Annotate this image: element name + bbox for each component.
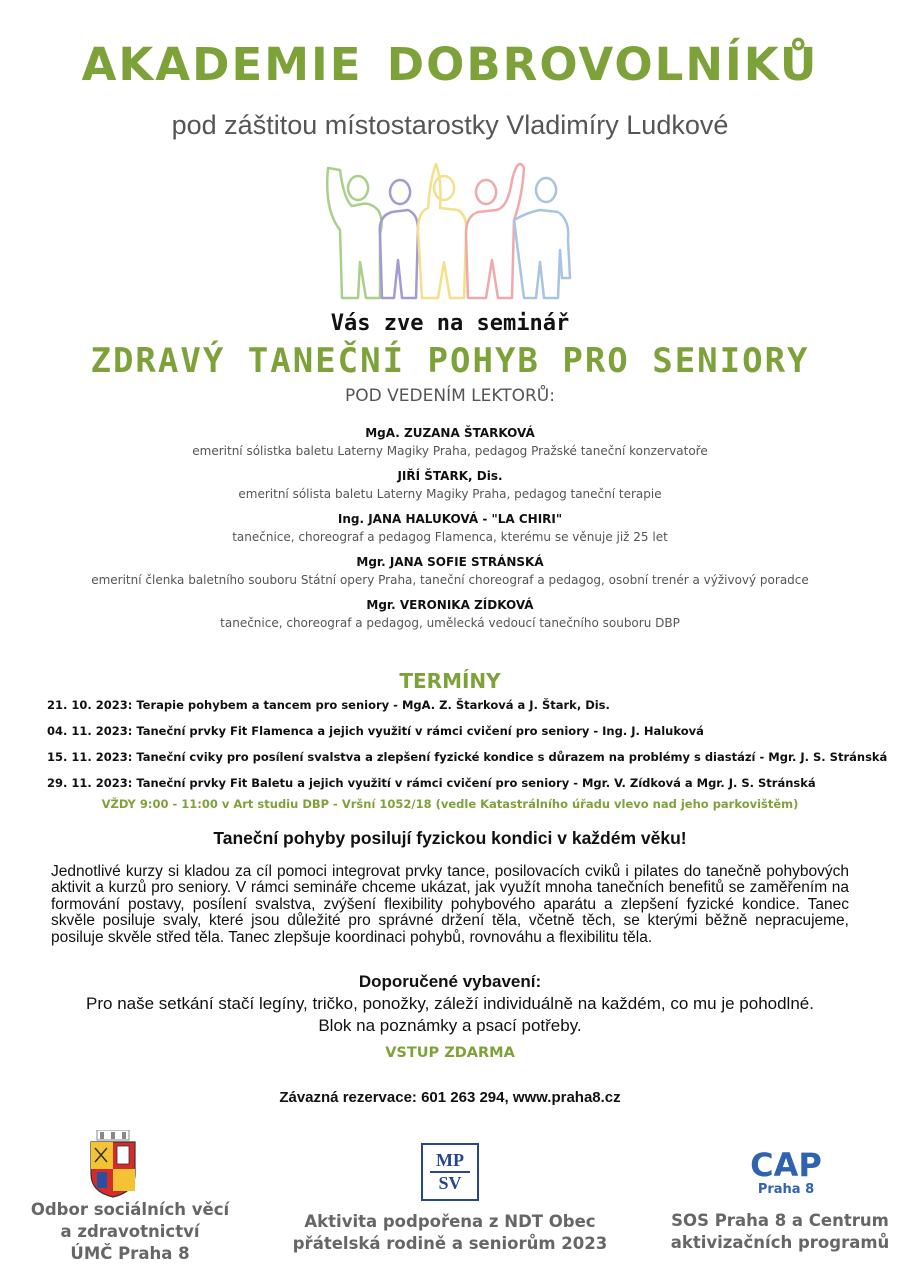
- footer-line: aktivizačních programů: [670, 1233, 890, 1252]
- lecturer-description: tanečnice, choreograf a pedagog, umělecká vedoucí tanečního souboru DBP: [220, 616, 680, 630]
- lecturer-name: Mgr. VERONIKA ZÍDKOVÁ: [366, 598, 534, 612]
- footer-municipal-office: [10, 1199, 250, 1265]
- lecturers-heading: POD VEDENÍM LEKTORŮ:: [345, 386, 555, 406]
- poster-subtitle: pod záštitou místostarostky Vladimíry Ludkové: [171, 110, 729, 140]
- footer-line: Odbor sociálních věcí: [30, 1200, 230, 1219]
- mpsv-logo-bottom: SV: [438, 1173, 462, 1193]
- lecturer-item: [0, 510, 900, 546]
- person-outline-blue: [514, 178, 570, 298]
- lecturer-name: Mgr. JANA SOFIE STRÁNSKÁ: [356, 555, 544, 569]
- person-outline-yellow: [418, 164, 466, 298]
- term-item: 21. 10. 2023: Terapie pohybem a tancem pro seniory - MgA. Z. Štarková a J. Štark, Dis.: [47, 698, 610, 712]
- lecturer-item: [0, 467, 900, 503]
- footer-line: Aktivita podpořena z NDT Obec: [304, 1212, 596, 1231]
- poster-title: akademie dobrovolníků: [81, 22, 819, 96]
- term-item: 29. 11. 2023: Taneční prvky Fit Baletu a jejich využití v rámci cvičení pro seniory - Mgr. V. Zídková a Mgr. J. S. Stránská: [47, 776, 816, 790]
- lecturer-description: tanečnice, choreograf a pedagog Flamenca, kterému se věnuje již 25 let: [232, 530, 668, 544]
- schedule-venue-note: VŽDY 9:00 - 11:00 v Art studiu DBP - Vršní 1052/18 (vedle Katastrálního úřadu vlevo nad jeho parkovištěm): [101, 797, 799, 811]
- footer-line: přátelská rodině a seniorům 2023: [292, 1234, 608, 1253]
- equipment-line: Blok na poznámky a psací potřeby.: [318, 1016, 582, 1035]
- cap-logo-text: CAP: [750, 1146, 822, 1184]
- lecturer-description: emeritní sólista baletu Laterny Magiky Praha, pedagog taneční terapie: [238, 487, 662, 501]
- mpsv-logo-top: MP: [436, 1150, 464, 1170]
- term-item: 04. 11. 2023: Taneční prvky Fit Flamenca a jejich využití v rámci cvičení pro seniory - Ing. J. Haluková: [47, 724, 704, 738]
- equipment-heading: Doporučené vybavení:: [358, 972, 542, 991]
- lecturer-name: Ing. JANA HALUKOVÁ - "LA CHIRI": [337, 512, 563, 526]
- praha8-coat-of-arms-icon: [89, 1130, 137, 1198]
- lecturer-description: emeritní členka baletního souboru Státní opery Praha, taneční choreograf a pedagog, osobní trenér a výživový poradce: [91, 573, 809, 587]
- mpsv-logo-box: [421, 1143, 479, 1201]
- lecturer-item: [0, 596, 900, 632]
- mpsv-logo: [421, 1143, 479, 1201]
- lecturer-item: [0, 553, 900, 589]
- motto-heading: Taneční pohyby posilují fyzickou kondici v každém věku!: [213, 828, 687, 848]
- terms-list: [47, 697, 888, 801]
- raised-hands-people-icon: [318, 150, 586, 306]
- footer-line: ÚMČ Praha 8: [70, 1244, 190, 1263]
- lecturers-list: [0, 424, 900, 639]
- lecturer-description: emeritní sólistka baletu Laterny Magiky Praha, pedagog Pražské taneční konzervatoře: [192, 444, 708, 458]
- invitation-intro: Vás zve na seminář: [330, 311, 570, 336]
- cap-logo: [741, 1148, 831, 1198]
- lecturer-item: [0, 424, 900, 460]
- footer-funding-note: [290, 1211, 610, 1255]
- terms-heading: TERMÍNY: [399, 669, 501, 693]
- reservation-contact: Závazná rezervace: 601 263 294, www.praha8.cz: [279, 1089, 621, 1106]
- footer-line: a zdravotnictví: [60, 1222, 200, 1241]
- person-outline-purple: [380, 180, 418, 298]
- cap-logo-subtext: Praha 8: [757, 1182, 815, 1197]
- person-outline-green: [327, 168, 381, 298]
- term-item: 15. 11. 2023: Taneční cviky pro posílení svalstva a zlepšení fyzické kondice s důrazem na problémy s diastází - Mgr. J. S. Stránská: [47, 750, 888, 764]
- lecturer-name: JIŘÍ ŠTARK, Dis.: [397, 469, 503, 483]
- equipment-line: Pro naše setkání stačí legíny, tričko, ponožky, záleží individuálně na každém, co mu je pohodlné.: [86, 994, 814, 1013]
- footer-partner: [655, 1210, 900, 1254]
- seminar-title: ZDRAVÝ TANEČNÍ POHYB PRO SENIORY: [90, 341, 810, 381]
- description-paragraph: Jednotlivé kurzy si kladou za cíl pomoci integrovat prvky tance, posilovacích cviků i pilates do tanečně pohybových aktivit a kurzů pro seniory. V rámci semináře chceme ukázat, jak využít mnoha tanečních benefitů se zaměřením na formování postavy, posílení svalstva, zvýšení flexibility pohybového aparátu a zlepšení fyzické kondice. Tanec skvěle posiluje svaly, které jsou důležité pro správné držení těla, včetně těch, se kterými běžně nepracujeme, posiluje skvěle střed těla. Tanec zlepšuje koordinaci pohybů, rovnováhu a flexibilitu těla.: [51, 863, 849, 946]
- lecturer-name: MgA. ZUZANA ŠTARKOVÁ: [365, 426, 535, 440]
- footer-line: SOS Praha 8 a Centrum: [671, 1211, 889, 1230]
- free-entry-label: VSTUP ZDARMA: [385, 1045, 515, 1061]
